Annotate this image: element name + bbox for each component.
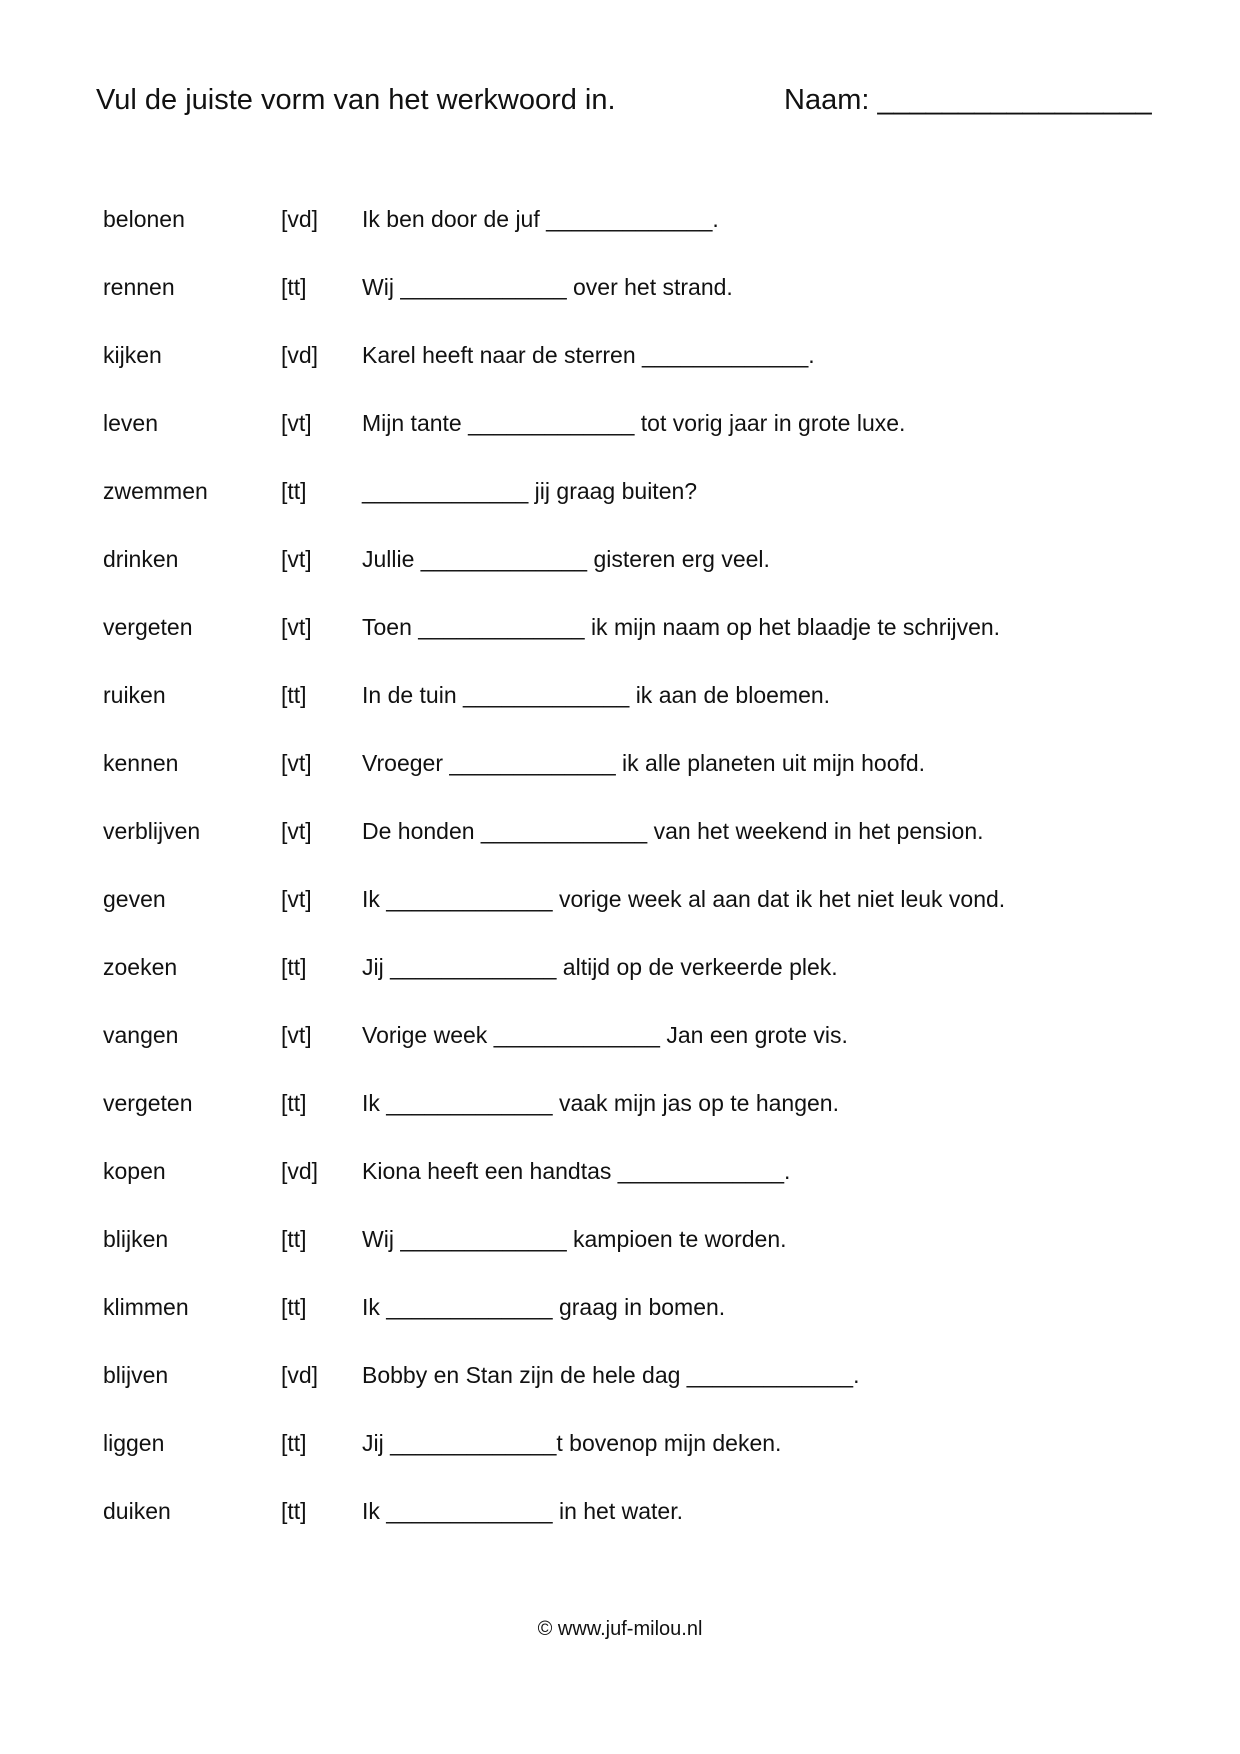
exercise-sentence: Kiona heeft een handtas _____________. bbox=[362, 1158, 791, 1184]
exercise-row bbox=[0, 478, 1240, 518]
verb-infinitive: vergeten bbox=[103, 1090, 193, 1116]
exercise-row bbox=[0, 1158, 1240, 1198]
verb-infinitive: geven bbox=[103, 886, 166, 912]
exercise-row bbox=[0, 954, 1240, 994]
tense-tag: [tt] bbox=[281, 1498, 307, 1524]
verb-infinitive: zoeken bbox=[103, 954, 178, 980]
exercise-sentence: Ik _____________ graag in bomen. bbox=[362, 1294, 726, 1320]
exercise-sentence: Ik ben door de juf _____________. bbox=[362, 206, 719, 232]
exercise-sentence: Karel heeft naar de sterren _____________. bbox=[362, 342, 815, 368]
tense-tag: [tt] bbox=[281, 1090, 307, 1116]
exercise-row bbox=[0, 206, 1240, 246]
exercise-sentence: Jij _____________t bovenop mijn deken. bbox=[362, 1430, 782, 1456]
exercise-sentence: Ik _____________ vaak mijn jas op te hangen. bbox=[362, 1090, 839, 1116]
tense-tag: [vt] bbox=[281, 818, 312, 844]
verb-infinitive: klimmen bbox=[103, 1294, 189, 1320]
verb-infinitive: belonen bbox=[103, 206, 185, 232]
exercise-sentence: Ik _____________ in het water. bbox=[362, 1498, 683, 1524]
exercise-row bbox=[0, 682, 1240, 722]
exercise-row bbox=[0, 410, 1240, 450]
tense-tag: [vd] bbox=[281, 1362, 319, 1388]
exercise-sentence: _____________ jij graag buiten? bbox=[362, 478, 698, 504]
exercise-row bbox=[0, 886, 1240, 926]
verb-infinitive: kijken bbox=[103, 342, 162, 368]
tense-tag: [tt] bbox=[281, 954, 307, 980]
verb-infinitive: verblijven bbox=[103, 818, 201, 844]
exercise-sentence: Toen _____________ ik mijn naam op het blaadje te schrijven. bbox=[362, 614, 1001, 640]
exercise-row bbox=[0, 1226, 1240, 1266]
exercise-sentence: Jij _____________ altijd op de verkeerde plek. bbox=[362, 954, 838, 980]
tense-tag: [tt] bbox=[281, 478, 307, 504]
worksheet-title: Vul de juiste vorm van het werkwoord in. bbox=[96, 84, 616, 116]
exercise-row bbox=[0, 614, 1240, 654]
exercise-row bbox=[0, 274, 1240, 314]
exercise-sentence: Wij _____________ over het strand. bbox=[362, 274, 733, 300]
exercise-row bbox=[0, 818, 1240, 858]
exercise-row bbox=[0, 1294, 1240, 1334]
copyright-footer: © www.juf-milou.nl bbox=[537, 1618, 703, 1640]
verb-infinitive: leven bbox=[103, 410, 158, 436]
tense-tag: [vt] bbox=[281, 410, 312, 436]
verb-infinitive: kopen bbox=[103, 1158, 166, 1184]
verb-infinitive: blijken bbox=[103, 1226, 169, 1252]
tense-tag: [vt] bbox=[281, 886, 312, 912]
verb-infinitive: zwemmen bbox=[103, 478, 208, 504]
exercise-sentence: Wij _____________ kampioen te worden. bbox=[362, 1226, 787, 1252]
tense-tag: [tt] bbox=[281, 1430, 307, 1456]
tense-tag: [tt] bbox=[281, 274, 307, 300]
verb-infinitive: duiken bbox=[103, 1498, 171, 1524]
tense-tag: [tt] bbox=[281, 1226, 307, 1252]
exercise-row bbox=[0, 1498, 1240, 1538]
tense-tag: [vt] bbox=[281, 614, 312, 640]
exercise-row bbox=[0, 1090, 1240, 1130]
tense-tag: [tt] bbox=[281, 1294, 307, 1320]
tense-tag: [vt] bbox=[281, 546, 312, 572]
verb-infinitive: vangen bbox=[103, 1022, 179, 1048]
exercise-sentence: Bobby en Stan zijn de hele dag _____________. bbox=[362, 1362, 860, 1388]
verb-infinitive: ruiken bbox=[103, 682, 166, 708]
exercise-row bbox=[0, 1362, 1240, 1402]
exercise-sentence: In de tuin _____________ ik aan de bloemen. bbox=[362, 682, 831, 708]
verb-infinitive: vergeten bbox=[103, 614, 193, 640]
name-field-label: Naam: _________________ bbox=[784, 84, 1152, 116]
exercise-sentence: De honden _____________ van het weekend in het pension. bbox=[362, 818, 984, 844]
tense-tag: [vd] bbox=[281, 1158, 319, 1184]
exercise-sentence: Mijn tante _____________ tot vorig jaar in grote luxe. bbox=[362, 410, 906, 436]
verb-infinitive: kennen bbox=[103, 750, 179, 776]
exercise-row bbox=[0, 342, 1240, 382]
tense-tag: [vt] bbox=[281, 1022, 312, 1048]
verb-infinitive: blijven bbox=[103, 1362, 169, 1388]
verb-infinitive: liggen bbox=[103, 1430, 165, 1456]
exercise-row bbox=[0, 546, 1240, 586]
exercise-sentence: Vroeger _____________ ik alle planeten uit mijn hoofd. bbox=[362, 750, 926, 776]
tense-tag: [vt] bbox=[281, 750, 312, 776]
verb-infinitive: drinken bbox=[103, 546, 179, 572]
exercise-row bbox=[0, 750, 1240, 790]
exercise-row bbox=[0, 1430, 1240, 1470]
tense-tag: [tt] bbox=[281, 682, 307, 708]
exercise-sentence: Ik _____________ vorige week al aan dat ik het niet leuk vond. bbox=[362, 886, 1006, 912]
tense-tag: [vd] bbox=[281, 206, 319, 232]
exercise-sentence: Vorige week _____________ Jan een grote vis. bbox=[362, 1022, 848, 1048]
verb-infinitive: rennen bbox=[103, 274, 175, 300]
tense-tag: [vd] bbox=[281, 342, 319, 368]
exercise-sentence: Jullie _____________ gisteren erg veel. bbox=[362, 546, 770, 572]
exercise-row bbox=[0, 1022, 1240, 1062]
